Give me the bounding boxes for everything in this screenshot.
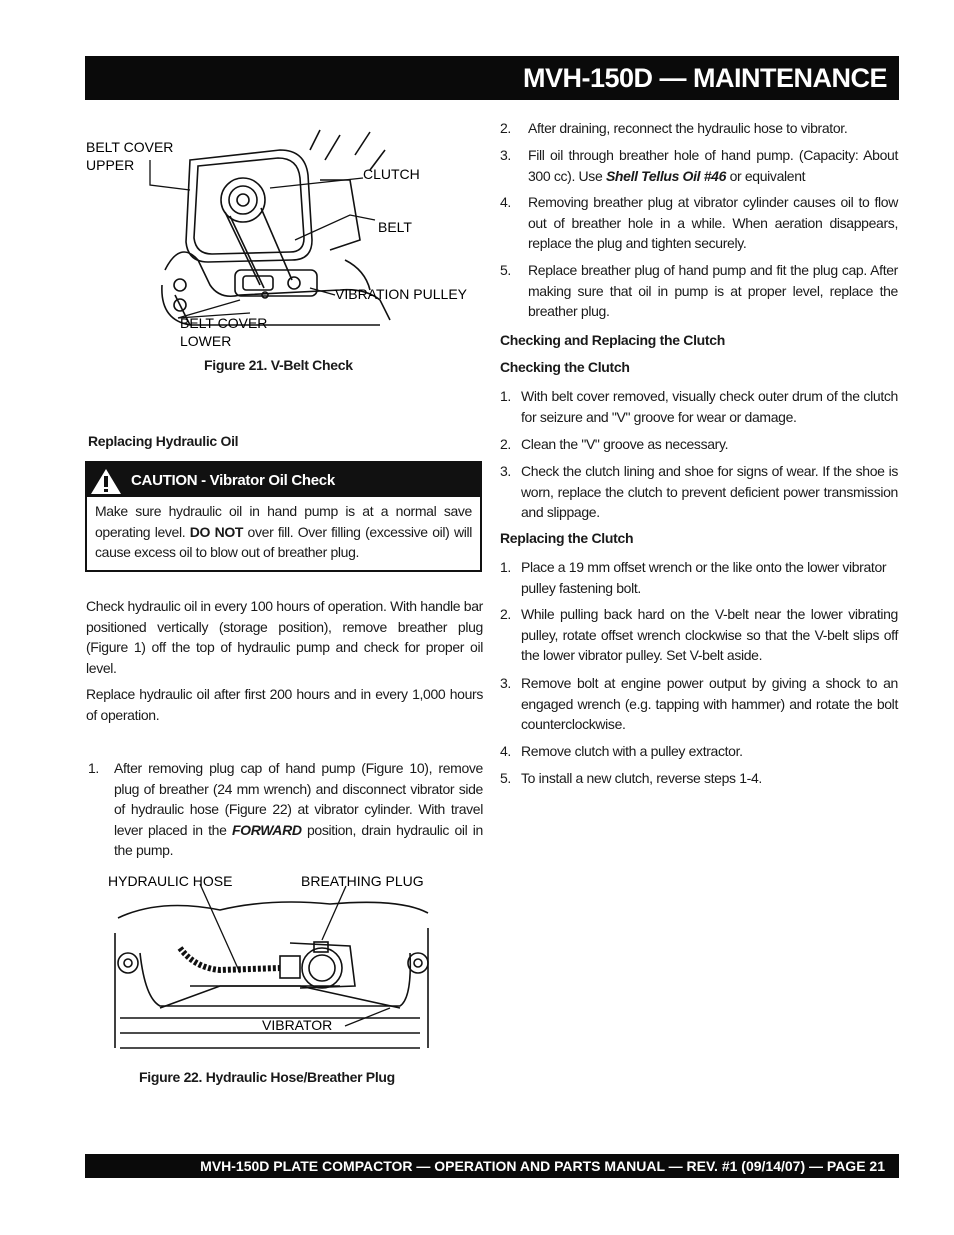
step-4-remove-plug: Removing breather plug at vibrator cylinder causes oil to flow out of breather hole in a while. When aeration disappears, replace the plug and tighten securely.: [528, 194, 898, 251]
caution-body: [95, 501, 472, 563]
figure-21-caption: Figure 21. V-Belt Check: [204, 357, 353, 373]
caution-text-2: over fill. Over filling (excessive oil) will cause excess oil to blow out of breather plug.: [95, 523, 472, 560]
label-belt-cover-upper-2: UPPER: [86, 157, 135, 173]
step-2-reconnect: After draining, reconnect the hydraulic hose to vibrator.: [528, 120, 848, 136]
step-1-text-a: After removing plug cap of hand pump (Figure 10), remove plug of breather (24 mm wrench) and disconnect vibrator side of hydraulic hose (Figure 22) at vibrator cylinder. With travel lever placed in the: [114, 760, 483, 838]
label-clutch: CLUTCH: [363, 166, 420, 182]
step-number: 3.: [500, 147, 511, 163]
step-number: 5.: [500, 770, 511, 786]
step-number: 3.: [500, 675, 511, 691]
step-5-replace-plug: Replace breather plug of hand pump and fit the plug cap. After making sure that oil in pump is at proper level, replace the breather plug.: [528, 262, 898, 319]
warning-icon: [89, 466, 123, 496]
figure-22-hydraulic-illustration: [100, 868, 440, 1058]
step-number: 5.: [500, 262, 511, 278]
step-number: 2.: [500, 120, 511, 136]
label-breathing-plug: BREATHING PLUG: [301, 873, 424, 889]
figure-21-vbelt-illustration: [80, 120, 490, 352]
step-number: 4.: [500, 194, 511, 210]
checking-step-3: Check the clutch lining and shoe for signs of wear. If the shoe is worn, replace the clutch to prevent deficient power transmission and slippage.: [521, 463, 898, 520]
label-belt-cover-lower-1: BELT COVER: [180, 315, 268, 331]
step-3-fill-oil: [528, 145, 898, 186]
heading-replacing-clutch: Replacing the Clutch: [500, 530, 634, 546]
replacing-step-4: Remove clutch with a pulley extractor.: [521, 743, 743, 759]
step-number: 1.: [500, 388, 511, 404]
caution-text-1: Make sure hydraulic oil in hand pump is at a normal save operating level.: [95, 503, 472, 540]
caution-title: CAUTION - Vibrator Oil Check: [131, 472, 335, 489]
step-number: 1.: [88, 760, 99, 776]
step-number: 2.: [500, 606, 511, 622]
label-belt-cover-lower-2: LOWER: [180, 333, 232, 349]
step-3-oil-name: Shell Tellus Oil #46: [605, 167, 727, 184]
step-3-text-b: or equivalent: [726, 167, 806, 184]
replacing-step-5: To install a new clutch, reverse steps 1-4.: [521, 770, 762, 786]
step-number: 1.: [500, 559, 511, 575]
label-hydraulic-hose: HYDRAULIC HOSE: [108, 873, 233, 889]
caution-text-bold: DO NOT: [189, 523, 244, 540]
paragraph-replace-oil: Replace hydraulic oil after first 200 hours and in every 1,000 hours of operation.: [86, 686, 483, 723]
step-1-forward: FORWARD: [231, 821, 302, 838]
checking-step-1: With belt cover removed, visually check outer drum of the clutch for seizure and "V" groove for wear or damage.: [521, 388, 898, 425]
footer-bar: [85, 1154, 899, 1178]
figure-22-caption: Figure 22. Hydraulic Hose/Breather Plug: [139, 1069, 395, 1085]
page-title: MVH-150D — MAINTENANCE: [522, 63, 887, 93]
replacing-step-2: While pulling back hard on the V-belt near the lower vibrating pulley, rotate offset wrench clockwise so that the V-belt slips off the lower vibrator pulley. Set V-belt aside.: [521, 606, 898, 663]
footer-text: MVH-150D PLATE COMPACTOR — OPERATION AND PARTS MANUAL — REV. #1 (09/14/07) — PAGE 21: [200, 1158, 885, 1174]
replacing-step-3: Remove bolt at engine power output by giving a shock to an engaged wrench (e.g. tapping with hammer) and rotate the bolt counterclockwise.: [521, 675, 898, 732]
step-number: 4.: [500, 743, 511, 759]
heading-replacing-hydraulic-oil: Replacing Hydraulic Oil: [88, 433, 239, 449]
heading-checking-replacing-clutch: Checking and Replacing the Clutch: [500, 332, 726, 348]
header-bar: [85, 56, 899, 100]
checking-step-2: Clean the "V" groove as necessary.: [521, 436, 729, 452]
step-1-drain: [114, 758, 483, 861]
label-belt: BELT: [378, 219, 412, 235]
caution-header: [87, 463, 480, 497]
step-number: 3.: [500, 463, 511, 479]
label-belt-cover-upper-1: BELT COVER: [86, 139, 174, 155]
step-number: 2.: [500, 436, 511, 452]
label-vibration-pulley: VIBRATION PULLEY: [335, 286, 468, 302]
replacing-step-1: Place a 19 mm offset wrench or the like onto the lower vibrator pulley fastening bolt.: [521, 559, 887, 596]
paragraph-check-oil: Check hydraulic oil in every 100 hours of operation. With handle bar positioned vertically (storage position), remove breather plug (Figure 1) off the top of hydraulic pump and check for proper oil level.: [86, 598, 483, 676]
caution-box: [85, 461, 482, 572]
label-vibrator: VIBRATOR: [262, 1017, 333, 1033]
step-1-text-b: position, drain hydraulic oil in the pump.: [114, 821, 483, 858]
heading-checking-clutch: Checking the Clutch: [500, 359, 630, 375]
step-3-text-a: Fill oil through breather hole of hand pump. (Capacity: About 300 cc). Use: [528, 147, 898, 184]
